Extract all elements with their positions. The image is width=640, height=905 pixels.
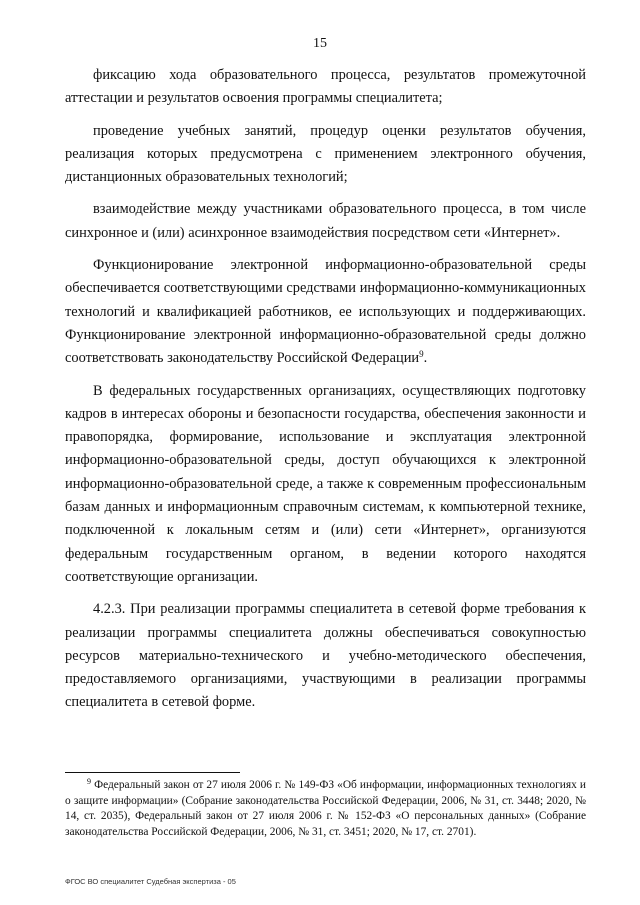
document-footer: ФГОС ВО специалитет Судебная экспертиза - 05: [65, 877, 236, 886]
paragraph-environment-end: .: [423, 350, 428, 367]
footnote-marker: 9: [87, 777, 91, 786]
paragraph-environment-functioning: [65, 254, 586, 370]
paragraph-federal-organizations: В федеральных государственных организациях, осуществляющих подготовку кадров в интересах обороны и безопасности государства, обеспечения законности и правопорядка, формирование, использование и эксплуатация электронной информационно-образовательной среды, доступ обучающихся к электронной информационно-образовательной среде, а также к современным профессиональным базам данных и информационным справочным системам, к компьютерной технике, подключенной к локальным сетям и (или) сети «Интернет», организуются федеральным государственным органом, в ведении которого находятся соответствующие организации.: [65, 382, 586, 585]
document-body: [65, 64, 586, 724]
paragraph-progress-recording: фиксацию хода образовательного процесса, результатов промежуточной аттестации и результатов освоения программы специалитета;: [65, 67, 586, 107]
paragraph-classes-assessment: проведение учебных занятий, процедур оценки результатов обучения, реализация которых предусмотрена с применением электронного обучения, дистанционных образовательных технологий;: [65, 122, 586, 186]
paragraph-network-form: 4.2.3. При реализации программы специалитета в сетевой форме требования к реализации программы специалитета должны обеспечиваться совокупностью ресурсов материально-технического и учебно-методического обеспечения, предоставляемого организациями, участвующими в реализации программы специалитета в сетевой форме.: [65, 601, 586, 711]
paragraph-interaction: взаимодействие между участниками образовательного процесса, в том числе синхронное и (или) асинхронное взаимодействия посредством сети «Интернет».: [65, 201, 586, 241]
footnote-reference: 9: [419, 349, 424, 360]
footnote-text: Федеральный закон от 27 июля 2006 г. № 149-ФЗ «Об информации, информационных технологиях и о защите информации» (Собрание законодательства Российской Федерации, 2006, № 31, ст. 3448; 2020, № 14, ст. 2035), Федеральный закон от 27 июля 2006 г. № 152-ФЗ «О персональных данных» (Собрание законодательства Российской Федерации, 2006, № 31, ст. 3451; 2020, № 17, ст. 2701).: [65, 779, 587, 838]
footnote: [65, 778, 586, 840]
footnote-divider: [65, 772, 240, 773]
paragraph-environment-text: Функционирование электронной информационно-образовательной среды обеспечивается соответствующими средствами информационно-коммуникационных технологий и квалификацией работников, ее использующих и поддерживающих. Функционирование электронной информационно-образовательной среды должно соответствовать законодательству Российской Федерации: [65, 257, 586, 367]
page-number: 15: [313, 36, 327, 51]
